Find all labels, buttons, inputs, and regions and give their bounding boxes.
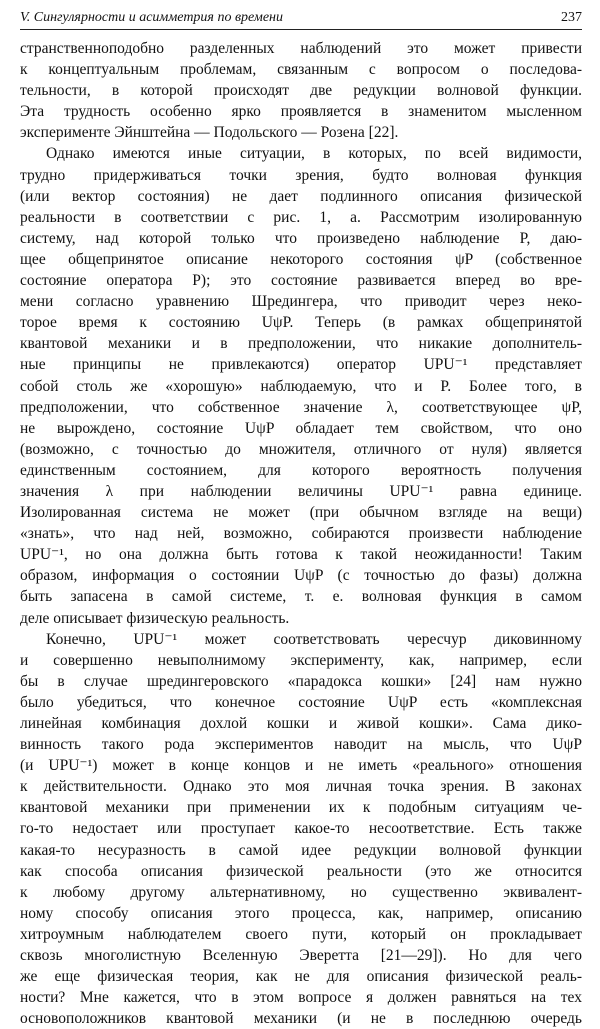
- text-line: не вырождено, состояние UψP обладает тем свойством, что оно: [20, 419, 582, 437]
- text-line: ности? Мне кажется, что в этом вопросе я должен равняться на тех: [20, 989, 582, 1007]
- text-line: деле описывает физическую реальность.: [20, 609, 290, 627]
- text-line: систему, над которой только что произведено наблюдение P, даю-: [20, 229, 582, 247]
- text-line: Конечно, UPU⁻¹ может соответствовать чересчур диковинному: [46, 630, 582, 648]
- text-line: ному способу описания этого процесса, как, например, описанию: [20, 904, 582, 922]
- text-line: и совершенно невыполнимому эксперименту, как, например, если: [20, 651, 582, 669]
- text-line: к концептуальным проблемам, связанным с вопросом о последова-: [20, 61, 582, 79]
- text-line: трудно придерживаться точки зрения, будто волновая функция: [20, 166, 582, 184]
- text-line: реальности в соответствии с рис. 1, а. Рассмотрим изолированную: [20, 208, 582, 226]
- text-line: винность такого рода экспериментов наводит на мысль, что UψP: [20, 736, 582, 754]
- text-line: значения λ при наблюдении величины UPU⁻¹ равна единице.: [20, 482, 582, 500]
- text-line: линейная комбинация дохлой кошки и живой кошки». Сама дико-: [20, 715, 582, 732]
- text-line: (и UPU⁻¹) может в конце концов и не иметь «реального» отношения: [20, 757, 582, 775]
- text-line: торое время к состоянию UψP. Теперь (в рамках общепринятой: [20, 314, 582, 332]
- text-line: Однако имеются иные ситуации, в которых, по всей видимости,: [46, 145, 582, 163]
- text-line: (или вектор состояния) не дает подлинного описания физической: [20, 187, 582, 205]
- text-line: квантовой механики и в предположении, что никакие дополнитель-: [20, 335, 582, 353]
- running-title: V. Сингулярности и асимметрия по времени: [20, 10, 283, 25]
- text-line: образом, информация о состоянии UψP (с точностью до фазы) должна: [20, 567, 582, 585]
- text-line: тельности, в которой происходят две редукции волновой функции.: [20, 82, 582, 100]
- text-line: «знать», что над ней, возможно, собираются произвести наблюдение: [20, 525, 582, 543]
- text-line: UPU⁻¹, но она должна быть готова к такой неожиданности! Таким: [20, 546, 582, 564]
- text-line: квантовой механики при применении их к подобным ситуациям че-: [20, 799, 582, 817]
- text-line: к любому другому альтернативному, но существенно эквивалент-: [20, 883, 582, 901]
- text-line: (возможно, с точностью до множителя, отличного от нуля) является: [20, 440, 582, 458]
- text-line: сквозь многолистную Вселенную Эверетта [21—29]). Но для чего: [20, 947, 582, 965]
- page-number: 237: [561, 10, 582, 25]
- text-line: мени согласно уравнению Шредингера, что приводит через неко-: [20, 293, 582, 311]
- text-line: предположении, что собственное значение λ, соответствующее ψP,: [20, 398, 582, 416]
- text-line: состояние оператора P); это состояние развивается вперед во вре-: [20, 272, 582, 290]
- text-line: какая-то несуразность в самой идее редукции волновой функции: [20, 841, 582, 859]
- text-line: ные принципы не привлекаются) оператор UPU⁻¹ представляет: [20, 356, 582, 374]
- text-line: быть запасена в самой системе, т. е. волновая функция в самом: [20, 588, 582, 606]
- text-line: же еще физическая теория, как не для описания физической реаль-: [20, 968, 582, 986]
- text-line: было убедиться, что конечное состояние UψP есть «комплексная: [20, 693, 582, 711]
- text-line: Изолированная система не может (при обычном взгляде на вещи): [20, 504, 582, 522]
- text-line: собой столь же «хорошую» наблюдаемую, что и P. Более того, в: [20, 377, 582, 395]
- text-line: эксперименте Эйнштейна — Подольского — Розена [22].: [20, 124, 399, 142]
- text-line: Эта трудность особенно ярко проявляется в знаменитом мысленном: [20, 103, 582, 121]
- text-line: странственноподобно разделенных наблюдений это может привести: [20, 40, 582, 57]
- text-line: единственным состоянием, для которого вероятность получения: [20, 461, 582, 479]
- text-line: основоположников квантовой механики (и не в последнюю очередь: [20, 1010, 582, 1028]
- text-line: щее общепринятое описание некоторого состояния ψP (собственное: [20, 250, 582, 268]
- text-line: как способа описания физической реальности (это же относится: [20, 862, 582, 880]
- text-line: бы в случае шредингеровского «парадокса кошки» [24] нам нужно: [20, 672, 582, 690]
- text-line: к действительности. Однако это моя личная точка зрения. В законах: [20, 778, 582, 796]
- text-line: го-то недостает или проступает какое-то несоответствие. Есть также: [20, 820, 582, 838]
- text-line: хитроумным наблюдателем своего пути, который он прокладывает: [20, 925, 582, 943]
- body-text: [20, 38, 582, 1029]
- running-header: [20, 10, 582, 30]
